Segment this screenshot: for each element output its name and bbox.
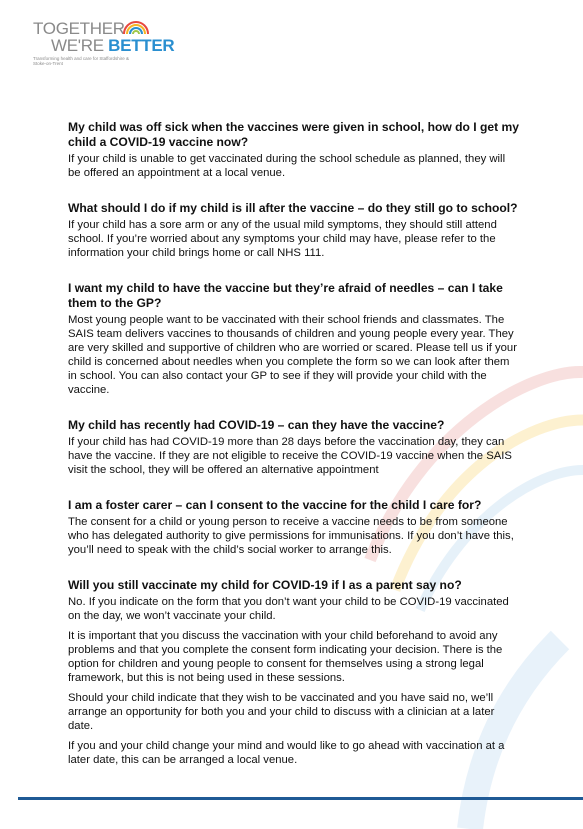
faq-item-foster-carer [68, 498, 520, 557]
logo-word-better: BETTER [108, 36, 175, 55]
faq-answer: No. If you indicate on the form that you don’t want your child to be COVID-19 vaccinated on the day, we won’t vaccinate your child. [68, 596, 509, 622]
faq-answer: The consent for a child or young person to receive a vaccine needs to be from someone who has delegated authority to give permissions for immunisations. If you don’t have this, you’ll need to speak with the child’s social worker to arrange this. [68, 516, 514, 556]
rainbow-icon [121, 20, 151, 34]
faq-item-parent-says-no [68, 578, 520, 767]
logo-word-were: WE'RE [51, 36, 109, 55]
faq-question: I want my child to have the vaccine but they’re afraid of needles – can I take them to the GP? [68, 281, 503, 310]
footer-divider [18, 797, 583, 800]
faq-question: Will you still vaccinate my child for COVID-19 if I as a parent say no? [68, 578, 462, 592]
faq-question: My child has recently had COVID-19 – can they have the vaccine? [68, 418, 445, 432]
faq-content [68, 120, 520, 788]
faq-item-afraid-of-needles [68, 281, 520, 397]
faq-answer: Should your child indicate that they wish to be vaccinated and you have said no, we’ll arrange an opportunity for both you and your child to discuss with a clinician at a later date. [68, 692, 495, 732]
faq-answer: If your child has a sore arm or any of the usual mild symptoms, they should still attend school. If you’re worried about any symptoms your child may have, please refer to the information your child brings home or call NHS 111. [68, 219, 497, 259]
faq-question: What should I do if my child is ill after the vaccine – do they still go to school? [68, 201, 518, 215]
faq-item-recently-had-covid [68, 418, 520, 477]
faq-question: I am a foster carer – can I consent to the vaccine for the child I care for? [68, 498, 482, 512]
faq-answer: It is important that you discuss the vaccination with your child beforehand to avoid any problems and that you complete the consent form indicating your decision. There is the option for children and young people to consent for themselves using a strong legal framework, but this is not being used in these sessions. [68, 630, 503, 684]
logo-line-1: TOGETHER [33, 19, 125, 38]
faq-item-off-sick [68, 120, 520, 180]
faq-answer: If your child has had COVID-19 more than 28 days before the vaccination day, they can have the vaccine. If they are not eligible to receive the COVID-19 vaccine when the SAIS visit the school, they will be offered an alternative appointment [68, 436, 512, 476]
faq-answer: Most young people want to be vaccinated with their school friends and classmates. The SAIS team delivers vaccines to thousands of children and young people every year. They are very skilled and supportive of children who are worried or scared. Please tell us if your child is concerned about needles when you complete the form so we can look after them in school. You can also contact your GP to see if they will provide your child with the vaccine. [68, 314, 517, 396]
faq-question: My child was off sick when the vaccines were given in school, how do I get my child a COVID-19 vaccine now? [68, 120, 519, 149]
logo-line-2 [51, 37, 174, 54]
faq-answer: If your child is unable to get vaccinated during the school schedule as planned, they will be offered an appointment at a local venue. [68, 153, 506, 179]
together-were-better-logo [33, 20, 174, 66]
faq-answer: If you and your child change your mind and would like to go ahead with vaccination at a later date, this can be arranged a local venue. [68, 740, 505, 766]
faq-item-ill-after-vaccine [68, 201, 520, 260]
logo-tagline: Transforming health and care for Staffordshire & Stoke-on-Trent [33, 56, 130, 66]
